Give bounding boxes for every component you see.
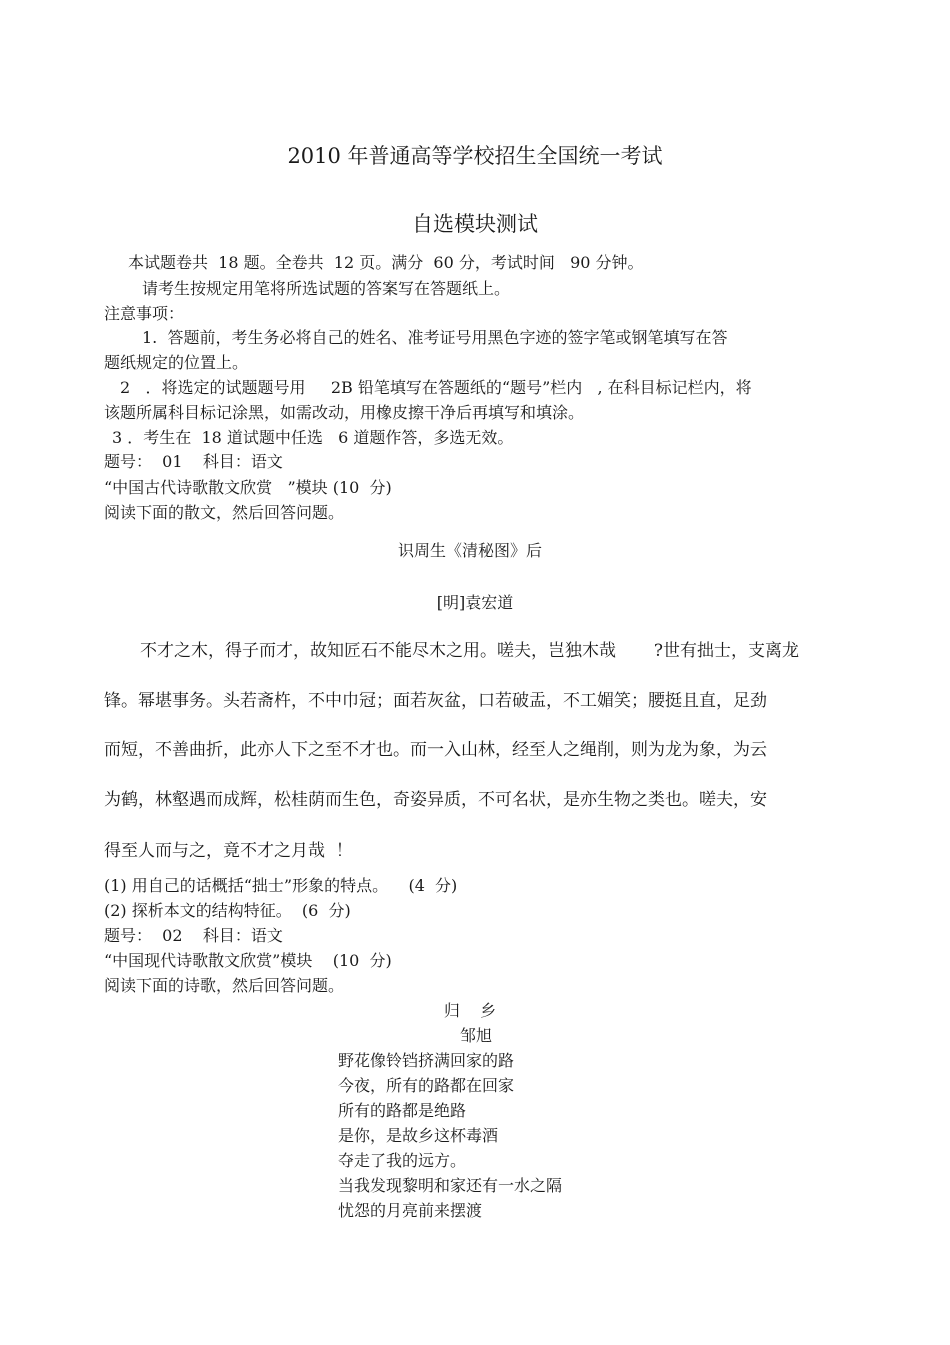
q1-header: 题号： 01 科目：语文 (104, 452, 283, 471)
poem-author: 邹旭 (459, 1026, 492, 1045)
intro-line-2: 请考生按规定用笔将所选试题的答案写在答题纸上。 (142, 279, 511, 298)
essay-paragraph-line-1: 不才之木，得子而才，故知匠石不能尽木之用。嗟夫，岂独木哉 ?世有拙士，支离龙 (140, 641, 799, 661)
poem-title: 归 乡 (443, 1001, 497, 1020)
poem-line: 今夜，所有的路都在回家 (338, 1076, 515, 1095)
exam-subtitle: 自选模块测试 (412, 212, 538, 236)
q2-instruction: 阅读下面的诗歌，然后回答问题。 (104, 976, 345, 995)
essay-paragraph-line-2: 锋。幂堪事务。头若斋杵，不中巾冠；面若灰盆，口若破盂，不工媚笑；腰挺且直，足劲 (104, 691, 767, 711)
poem-line: 夺走了我的远方。 (338, 1151, 467, 1170)
poem-line: 是你，是故乡这杯毒酒 (338, 1126, 499, 1145)
essay-title: 识周生《清秘图》后 (397, 541, 542, 560)
poem-line: 野花像铃铛挤满回家的路 (338, 1051, 515, 1070)
poem-line: 所有的路都是绝路 (338, 1101, 467, 1120)
notice-item-1-line-1: 1. 答题前，考生务必将自己的姓名、准考证号用黑色字迹的签字笔或钢笔填写在答 (142, 328, 728, 347)
q1-module: “中国古代诗歌散文欣赏 ”模块 (10 分) (104, 478, 392, 497)
q2-module: “中国现代诗歌散文欣赏”模块 (10 分) (104, 951, 392, 970)
essay-paragraph-line-5: 得至人而与之，竟不才之月哉 ！ (104, 841, 353, 861)
poem-line: 当我发现黎明和家还有一水之隔 (338, 1176, 563, 1195)
notice-heading: 注意事项： (104, 304, 185, 323)
notice-item-3: 3 ．考生在 18 道试题中任选 6 道题作答，多选无效。 (112, 428, 514, 447)
q1-sub-question-2: (2) 探析本文的结构特征。 (6 分) (104, 901, 351, 920)
intro-line-1: 本试题卷共 18 题。全卷共 12 页。满分 60 分，考试时间 90 分钟。 (128, 253, 644, 272)
notice-item-2-line-1: 2 ．将选定的试题题号用 2B 铅笔填写在答题纸的“题号”栏内 , 在科目标记栏内，将 (120, 378, 752, 397)
notice-item-2-line-2: 该题所属科目标记涂黑，如需改动，用橡皮擦干净后再填写和填涂。 (104, 403, 585, 422)
essay-author: [明]袁宏道 (436, 593, 514, 612)
q2-header: 题号： 02 科目：语文 (104, 926, 283, 945)
essay-paragraph-line-3: 而短，不善曲折，此亦人下之至不才也。而一入山林，经至人之绳削，则为龙为象，为云 (104, 740, 767, 760)
q1-instruction: 阅读下面的散文，然后回答问题。 (104, 503, 345, 522)
poem-line: 忧怨的月亮前来摆渡 (338, 1201, 483, 1220)
essay-paragraph-line-4: 为鹤，林壑遇而成辉，松桂荫而生色，奇姿异质，不可名状，是亦生物之类也。嗟夫，安 (104, 790, 767, 810)
exam-title: 2010 年普通高等学校招生全国统一考试 (287, 144, 663, 168)
q1-sub-question-1: (1) 用自己的话概括“拙士”形象的特点。 (4 分) (104, 876, 458, 895)
notice-item-1-line-2: 题纸规定的位置上。 (104, 353, 249, 372)
